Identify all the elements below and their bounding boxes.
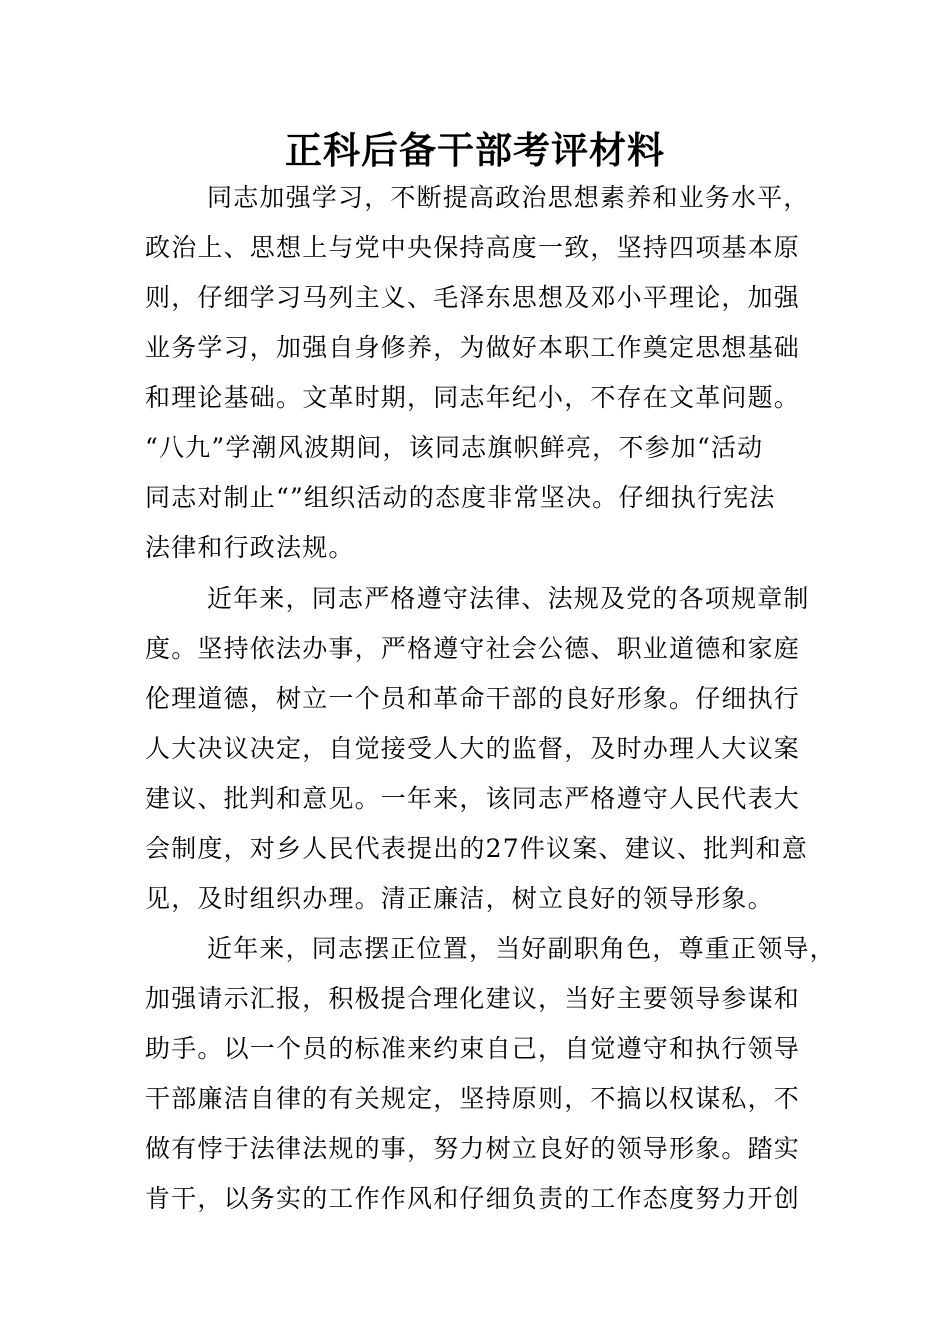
text-line: 政治上、思想上与党中央保持高度一致，坚持四项基本原 xyxy=(145,233,801,262)
text-line: 见，及时组织办理。清正廉洁，树立良好的领导形象。 xyxy=(145,884,774,913)
text-line: 同志对制止“”组织活动的态度非常坚决。仔细执行宪法 xyxy=(145,483,776,512)
text-line: 人大决议决定，自觉接受人大的监督，及时办理人大议案 xyxy=(145,734,801,763)
text-line: 加强请示汇报，积极提合理化建议，当好主要领导参谋和 xyxy=(145,984,801,1013)
text-line: 业务学习，加强自身修养，为做好本职工作奠定思想基础 xyxy=(145,333,801,362)
text-line: 近年来，同志摆正位置，当好副职角色，尊重正领导， xyxy=(207,934,836,963)
text-line: 和理论基础。文革时期，同志年纪小，不存在文革问题。 xyxy=(145,383,801,412)
text-line: 则，仔细学习马列主义、毛泽东思想及邓小平理论，加强 xyxy=(145,283,801,312)
text-line: 助手。以一个员的标准来约束自己，自觉遵守和执行领导 xyxy=(145,1034,801,1063)
text-line: 同志加强学习，不断提高政治思想素养和业务水平， xyxy=(207,183,810,212)
text-line: 法律和行政法规。 xyxy=(145,533,355,562)
text-line: 近年来，同志严格遵守法律、法规及党的各项规章制 xyxy=(207,584,810,613)
text-line: 伦理道德，树立一个员和革命干部的良好形象。仔细执行 xyxy=(145,684,801,713)
text-line: 建议、批判和意见。一年来，该同志严格遵守人民代表大 xyxy=(145,784,801,813)
text-line: 干部廉洁自律的有关规定，坚持原则，不搞以权谋私，不 xyxy=(145,1084,801,1113)
text-line: “八九”学潮风波期间，该同志旗帜鲜亮，不参加“活动 xyxy=(145,433,764,462)
text-line: 度。坚持依法办事，严格遵守社会公德、职业道德和家庭 xyxy=(145,634,801,663)
text-line: 做有悖于法律法规的事，努力树立良好的领导形象。踏实 xyxy=(145,1134,801,1163)
text-line: 会制度，对乡人民代表提出的27件议案、建议、批判和意 xyxy=(145,834,809,863)
text-line: 肯干，以务实的工作作风和仔细负责的工作态度努力开创 xyxy=(145,1184,801,1213)
document-title: 正科后备干部考评材料 xyxy=(285,129,665,172)
